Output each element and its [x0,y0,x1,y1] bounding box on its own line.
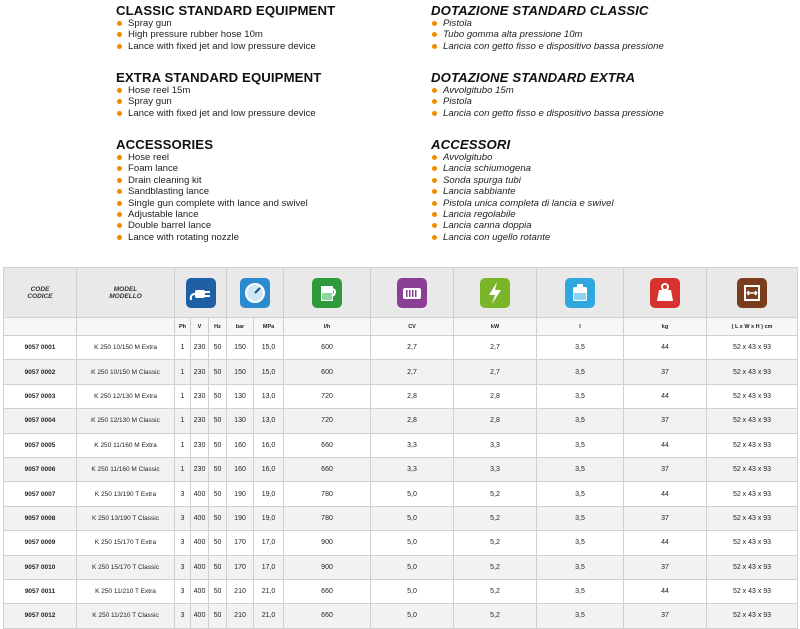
power-cv-cell: 5,0 [371,482,454,506]
list-item: Lance with rotating nozzle [116,232,416,243]
motor-hp-header [371,268,454,318]
list-item: Spray gun [116,18,416,29]
unit-label: bar [227,318,254,336]
plug-icon [186,278,216,308]
list-item: Spray gun [116,96,416,107]
frequency-cell: 50 [209,531,227,555]
phase-cell: 1 [175,433,191,457]
code-cell: 9057 0003 [4,384,77,408]
spec-table [3,267,798,629]
weight-cell: 37 [624,506,707,530]
code-cell: 9057 0006 [4,457,77,481]
model-cell: K 250 12/130 M Classic [77,409,175,433]
pressure-bar-cell: 190 [227,482,254,506]
model-cell: K 250 11/160 M Classic [77,457,175,481]
lightning-icon [480,278,510,308]
list-item: Drain cleaning kit [116,175,416,186]
flow-header [284,268,371,318]
flow-rate-cell: 600 [284,336,371,360]
units-spacer [77,318,175,336]
list-item: Lancia con getto fisso e dispositivo bassa pressione [431,41,731,52]
model-cell: K 250 15/170 T Extra [77,531,175,555]
frequency-cell: 50 [209,579,227,603]
tank-capacity-cell: 3,5 [537,579,624,603]
pressure-bar-cell: 160 [227,457,254,481]
unit-label: V [191,318,209,336]
dotazione-standard-extra-section [431,70,731,137]
model-cell: K 250 10/150 M Extra [77,336,175,360]
table-row [4,579,798,603]
list-item: Lancia regolabile [431,209,731,220]
frequency-cell: 50 [209,433,227,457]
phase-cell: 1 [175,336,191,360]
unit-label: Ph [175,318,191,336]
flow-rate-cell: 720 [284,384,371,408]
tank-capacity-cell: 3,5 [537,336,624,360]
power-cv-cell: 5,0 [371,579,454,603]
code-cell: 9057 0011 [4,579,77,603]
phase-cell: 1 [175,360,191,384]
water-tank-icon [565,278,595,308]
frequency-cell: 50 [209,482,227,506]
motor-icon [397,278,427,308]
water-jug-icon [312,278,342,308]
pressure-mpa-cell: 19,0 [254,506,284,530]
dimensions-header [707,268,798,318]
table-row [4,555,798,579]
unit-label: ( L x W x H ) cm [707,318,798,336]
list-item: Adjustable lance [116,209,416,220]
section-title: ACCESSORIES [116,137,214,152]
flow-rate-cell: 660 [284,457,371,481]
unit-label: l/h [284,318,371,336]
power-cv-cell: 5,0 [371,506,454,530]
weight-cell: 37 [624,409,707,433]
weight-cell: 44 [624,336,707,360]
tank-capacity-cell: 3,5 [537,555,624,579]
power-kw-header [454,268,537,318]
phase-cell: 3 [175,531,191,555]
model-cell: K 250 11/210 T Extra [77,579,175,603]
section-title: EXTRA STANDARD EQUIPMENT [116,70,322,85]
table-row [4,336,798,360]
unit-label: kg [624,318,707,336]
table-row [4,409,798,433]
phase-cell: 3 [175,579,191,603]
dimensions-cell: 52 x 43 x 93 [707,433,798,457]
dimensions-cell: 52 x 43 x 93 [707,409,798,433]
pressure-mpa-cell: 13,0 [254,384,284,408]
power-cv-cell: 2,8 [371,409,454,433]
pressure-mpa-cell: 21,0 [254,604,284,628]
power-kw-cell: 2,7 [454,336,537,360]
unit-label: CV [371,318,454,336]
tank-capacity-cell: 3,5 [537,457,624,481]
tank-capacity-cell: 3,5 [537,433,624,457]
weight-cell: 37 [624,555,707,579]
dimensions-icon [737,278,767,308]
frequency-cell: 50 [209,360,227,384]
flow-rate-cell: 900 [284,531,371,555]
frequency-cell: 50 [209,555,227,579]
power-cv-cell: 3,3 [371,457,454,481]
list-item: Lance with fixed jet and low pressure device [116,41,416,52]
table-row [4,360,798,384]
flow-rate-cell: 900 [284,555,371,579]
unit-label: MPa [254,318,284,336]
list-item: Avvolgitubo 15m [431,85,731,96]
list-item: Lance with fixed jet and low pressure device [116,108,416,119]
power-kw-cell: 3,3 [454,457,537,481]
unit-label: l [537,318,624,336]
code-cell: 9057 0004 [4,409,77,433]
voltage-cell: 400 [191,604,209,628]
pressure-bar-cell: 190 [227,506,254,530]
dotazione-standard-classic-section [431,3,731,70]
voltage-cell: 400 [191,555,209,579]
tank-header [537,268,624,318]
table-row [4,384,798,408]
weight-cell: 44 [624,482,707,506]
power-cv-cell: 5,0 [371,531,454,555]
power-kw-cell: 5,2 [454,506,537,530]
pressure-mpa-cell: 21,0 [254,579,284,603]
power-kw-cell: 2,8 [454,384,537,408]
code-cell: 9057 0008 [4,506,77,530]
voltage-cell: 400 [191,579,209,603]
dimensions-cell: 52 x 43 x 93 [707,604,798,628]
dimensions-cell: 52 x 43 x 93 [707,457,798,481]
weight-cell: 37 [624,457,707,481]
model-cell: K 250 11/210 T Classic [77,604,175,628]
dimensions-cell: 52 x 43 x 93 [707,531,798,555]
voltage-cell: 230 [191,457,209,481]
flow-rate-cell: 660 [284,579,371,603]
voltage-cell: 230 [191,360,209,384]
pressure-mpa-cell: 16,0 [254,433,284,457]
pressure-bar-cell: 160 [227,433,254,457]
equipment-column-italian [431,3,731,243]
tank-capacity-cell: 3,5 [537,409,624,433]
list-item: Lancia sabbiante [431,186,731,197]
pressure-bar-cell: 170 [227,531,254,555]
table-row [4,531,798,555]
list-item: Sandblasting lance [116,186,416,197]
power-kw-cell: 5,2 [454,555,537,579]
table-row [4,482,798,506]
pressure-mpa-cell: 15,0 [254,336,284,360]
list-item: Lancia canna doppia [431,220,731,231]
voltage-cell: 230 [191,336,209,360]
code-cell: 9057 0012 [4,604,77,628]
power-kw-cell: 5,2 [454,604,537,628]
pressure-mpa-cell: 16,0 [254,457,284,481]
weight-cell: 44 [624,531,707,555]
list-item: Pistola [431,96,731,107]
dimensions-cell: 52 x 43 x 93 [707,506,798,530]
pressure-mpa-cell: 15,0 [254,360,284,384]
code-cell: 9057 0001 [4,336,77,360]
dimensions-cell: 52 x 43 x 93 [707,360,798,384]
power-kw-cell: 5,2 [454,531,537,555]
pressure-bar-cell: 130 [227,384,254,408]
frequency-cell: 50 [209,409,227,433]
code-cell: 9057 0010 [4,555,77,579]
voltage-cell: 230 [191,409,209,433]
flow-rate-cell: 660 [284,604,371,628]
frequency-cell: 50 [209,604,227,628]
code-cell: 9057 0002 [4,360,77,384]
weight-icon [650,278,680,308]
power-kw-cell: 2,7 [454,360,537,384]
pressure-mpa-cell: 13,0 [254,409,284,433]
units-spacer [4,318,77,336]
tank-capacity-cell: 3,5 [537,360,624,384]
power-cv-cell: 5,0 [371,604,454,628]
power-cv-cell: 3,3 [371,433,454,457]
list-item: Double barrel lance [116,220,416,231]
list-item: Hose reel [116,152,416,163]
pressure-header [227,268,284,318]
power-kw-cell: 5,2 [454,482,537,506]
units-row [4,318,798,336]
pressure-mpa-cell: 19,0 [254,482,284,506]
tank-capacity-cell: 3,5 [537,604,624,628]
model-cell: K 250 11/160 M Extra [77,433,175,457]
power-kw-cell: 5,2 [454,579,537,603]
flow-rate-cell: 780 [284,482,371,506]
model-cell: K 250 10/150 M Classic [77,360,175,384]
list-item: Tubo gomma alta pressione 10m [431,29,731,40]
frequency-cell: 50 [209,506,227,530]
list-item: Lancia schiumogena [431,163,731,174]
tank-capacity-cell: 3,5 [537,531,624,555]
tank-capacity-cell: 3,5 [537,506,624,530]
model-cell: K 250 12/130 M Extra [77,384,175,408]
frequency-cell: 50 [209,336,227,360]
flow-rate-cell: 780 [284,506,371,530]
dimensions-cell: 52 x 43 x 93 [707,555,798,579]
phase-cell: 1 [175,384,191,408]
phase-cell: 3 [175,604,191,628]
pressure-bar-cell: 210 [227,579,254,603]
section-title: DOTAZIONE STANDARD CLASSIC [431,3,649,18]
unit-label: Hz [209,318,227,336]
list-item: Foam lance [116,163,416,174]
section-title: ACCESSORI [431,137,511,152]
classic-standard-equipment-section [116,3,416,70]
phase-cell: 3 [175,482,191,506]
code-header: CODE CODICE [4,268,77,318]
extra-standard-equipment-section [116,70,416,137]
section-title: DOTAZIONE STANDARD EXTRA [431,70,636,85]
list-item: Sonda spurga tubi [431,175,731,186]
model-header: MODEL MODELLO [77,268,175,318]
dimensions-cell: 52 x 43 x 93 [707,482,798,506]
list-item: Pistola [431,18,731,29]
equipment-column-english [116,3,416,243]
voltage-cell: 400 [191,506,209,530]
list-item: High pressure rubber hose 10m [116,29,416,40]
weight-cell: 44 [624,433,707,457]
electrical-header [175,268,227,318]
voltage-cell: 400 [191,482,209,506]
accessories-section [116,137,416,243]
pressure-mpa-cell: 17,0 [254,531,284,555]
power-kw-cell: 3,3 [454,433,537,457]
table-row [4,506,798,530]
phase-cell: 1 [175,409,191,433]
tank-capacity-cell: 3,5 [537,482,624,506]
phase-cell: 3 [175,506,191,530]
dimensions-cell: 52 x 43 x 93 [707,384,798,408]
voltage-cell: 230 [191,384,209,408]
weight-header [624,268,707,318]
weight-cell: 44 [624,579,707,603]
code-cell: 9057 0009 [4,531,77,555]
voltage-cell: 400 [191,531,209,555]
power-kw-cell: 2,8 [454,409,537,433]
dimensions-cell: 52 x 43 x 93 [707,336,798,360]
frequency-cell: 50 [209,384,227,408]
power-cv-cell: 2,7 [371,336,454,360]
flow-rate-cell: 720 [284,409,371,433]
phase-cell: 3 [175,555,191,579]
frequency-cell: 50 [209,457,227,481]
list-item: Lancia con getto fisso e dispositivo bassa pressione [431,108,731,119]
pressure-bar-cell: 210 [227,604,254,628]
weight-cell: 37 [624,360,707,384]
list-item: Pistola unica completa di lancia e swivel [431,198,731,209]
flow-rate-cell: 600 [284,360,371,384]
unit-label: kW [454,318,537,336]
list-item: Hose reel 15m [116,85,416,96]
table-row [4,457,798,481]
phase-cell: 1 [175,457,191,481]
model-cell: K 250 13/190 T Classic [77,506,175,530]
list-item: Single gun complete with lance and swivel [116,198,416,209]
model-cell: K 250 13/190 T Extra [77,482,175,506]
pressure-mpa-cell: 17,0 [254,555,284,579]
code-cell: 9057 0007 [4,482,77,506]
code-cell: 9057 0005 [4,433,77,457]
flow-rate-cell: 660 [284,433,371,457]
table-row [4,604,798,628]
power-cv-cell: 2,8 [371,384,454,408]
section-title: CLASSIC STANDARD EQUIPMENT [116,3,336,18]
power-cv-cell: 2,7 [371,360,454,384]
list-item: Lancia con ugello rotante [431,232,731,243]
pressure-bar-cell: 130 [227,409,254,433]
weight-cell: 44 [624,384,707,408]
voltage-cell: 230 [191,433,209,457]
weight-cell: 37 [624,604,707,628]
pressure-bar-cell: 170 [227,555,254,579]
tank-capacity-cell: 3,5 [537,384,624,408]
dimensions-cell: 52 x 43 x 93 [707,579,798,603]
table-row [4,433,798,457]
pressure-bar-cell: 150 [227,336,254,360]
pressure-bar-cell: 150 [227,360,254,384]
power-cv-cell: 5,0 [371,555,454,579]
model-cell: K 250 15/170 T Classic [77,555,175,579]
pressure-gauge-icon [240,278,270,308]
list-item: Avvolgitubo [431,152,731,163]
accessori-section [431,137,731,243]
